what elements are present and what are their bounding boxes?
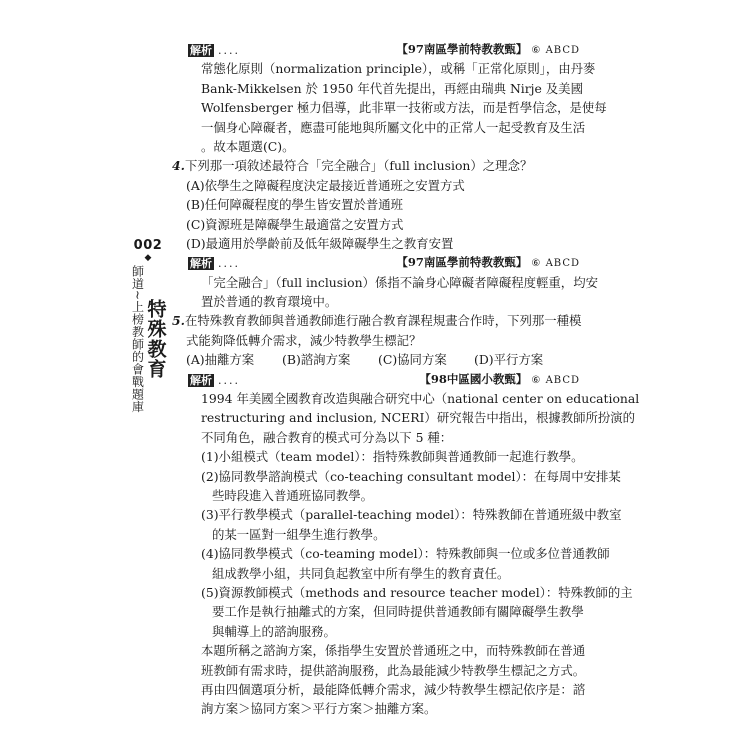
explanation-line: 1994 年美國全國教育改造與融合研究中心（national center on educational <box>201 391 640 407</box>
explanation-line: 。故本題選(C)。 <box>201 138 295 154</box>
model-item-cont: 些時段進入普通班協同教學。 <box>212 487 374 503</box>
option: (D)最適用於學齡前及低年級障礙學生之教育安置 <box>186 235 454 251</box>
option: (A)抽離方案 <box>186 352 255 368</box>
model-item: (3)平行教學模式（parallel-teaching model）：特殊教師在普通班級中教室 <box>201 507 622 523</box>
model-item-cont: 與輔導上的諮詢服務。 <box>212 623 336 639</box>
main-content <box>172 40 640 719</box>
explanation-label: 解析 <box>190 373 212 387</box>
option: (A)依學生之障礙程度決定最接近普通班之安置方式 <box>186 177 465 193</box>
explanation-label: 解析 <box>190 44 212 57</box>
model-item-cont: 要工作是執行抽離式的方案，但同時提供普通教師有關障礙學生教學 <box>212 604 584 620</box>
explanation-header <box>172 253 580 272</box>
explanation-header <box>172 40 580 59</box>
side-header <box>128 238 168 413</box>
dots: .... <box>217 257 240 271</box>
question-stem: 4.下列那一項敘述最符合「完全融合」（full inclusion）之理念？ <box>172 158 533 174</box>
explanation-source: 【97南區學前特教教甄】 ⑥ ABCD <box>396 42 580 56</box>
page-number: 002 <box>133 238 163 253</box>
explanation-header <box>172 370 580 389</box>
model-item: (4)協同教學模式（co-teaming model）：特殊教師與一位或多位普通教師 <box>201 546 610 562</box>
book-title: 特殊教育 <box>144 299 167 380</box>
explanation-source: 【97南區學前特教教甄】 ⑥ ABCD <box>396 255 580 270</box>
option: (C)協同方案 <box>378 352 447 368</box>
question-number: 5. <box>172 313 185 329</box>
question-number: 4. <box>172 158 185 174</box>
explanation-line: 置於普通的教育環境中。 <box>201 294 338 310</box>
dots: .... <box>217 373 240 387</box>
conclusion-line: 詢方案＞協同方案＞平行方案＞抽離方案。 <box>201 701 437 717</box>
options-row <box>172 350 580 369</box>
option: (B)任何障礙程度的學生皆安置於普通班 <box>186 197 404 213</box>
model-item: (1)小組模式（team model）：指特殊教師與普通教師一起進行教學。 <box>201 449 584 465</box>
book-subtitle: 師道~上榜教師的會戰題庫 <box>130 265 145 414</box>
question-stem: 5.在特殊教育教師與普通教師進行融合教育課程規畫合作時，下列那一種模 <box>172 313 582 329</box>
conclusion-line: 再由四個選項分析，最能降低轉介需求，減少特教學生標記依序是：諮 <box>201 681 586 697</box>
model-item-cont: 的某一區對一組學生進行教學。 <box>212 526 386 542</box>
model-item-cont: 組成教學小組，共同負起教室中所有學生的教育責任。 <box>212 565 510 581</box>
question-stem-cont: 式能夠降低轉介需求，減少特教學生標記？ <box>186 332 422 348</box>
option: (C)資源班是障礙學生最適當之安置方式 <box>186 216 404 232</box>
explanation-line: restructuring and inclusion, NCERI）研究報告中指出，根據教師所扮演的 <box>201 410 636 426</box>
conclusion-line: 班教師有需求時，提供諮詢服務，此為最能減少特教學生標記之方式。 <box>201 662 586 678</box>
explanation-line: 「完全融合」（full inclusion）係指不論身心障礙者障礙程度輕重，均安 <box>201 274 598 290</box>
difficulty-grade: ⑥ ABCD <box>531 258 580 270</box>
difficulty-grade: ⑥ ABCD <box>531 45 580 56</box>
option: (D)平行方案 <box>474 352 544 368</box>
explanation-label: 解析 <box>190 257 212 271</box>
explanation-line: Wolfensberger 極力倡導，此非單一技術或方法，而是哲學信念，是使每 <box>201 100 607 116</box>
model-item: (2)協同教學諮詢模式（co-teaching consultant model）：在每周中安排某 <box>201 468 621 484</box>
explanation-line: 不同角色，融合教育的模式可分為以下 5 種： <box>201 429 453 445</box>
diamond-icon: ◆ <box>144 253 152 263</box>
explanation-line: Bank-Mikkelsen 於 1950 年代首先提出，再經由瑞典 Nirje 及美國 <box>201 80 583 96</box>
explanation-line: 常態化原則（normalization principle），或稱「正常化原則」，由丹麥 <box>201 61 596 77</box>
conclusion-line: 本題所稱之諮詢方案，係指學生安置於普通班之中，而特殊教師在普通 <box>201 643 586 659</box>
dots: .... <box>217 43 240 57</box>
explanation-line: 一個身心障礙者，應盡可能地與所屬文化中的正常人一起受教育及生活 <box>201 119 586 135</box>
model-item: (5)資源教師模式（methods and resource teacher model）：特殊教師的主 <box>201 584 633 600</box>
option: (B)諮詢方案 <box>282 352 351 368</box>
difficulty-grade: ⑥ ABCD <box>531 374 580 386</box>
explanation-source: 【98中區國小教甄】 ⑥ ABCD <box>419 371 580 386</box>
